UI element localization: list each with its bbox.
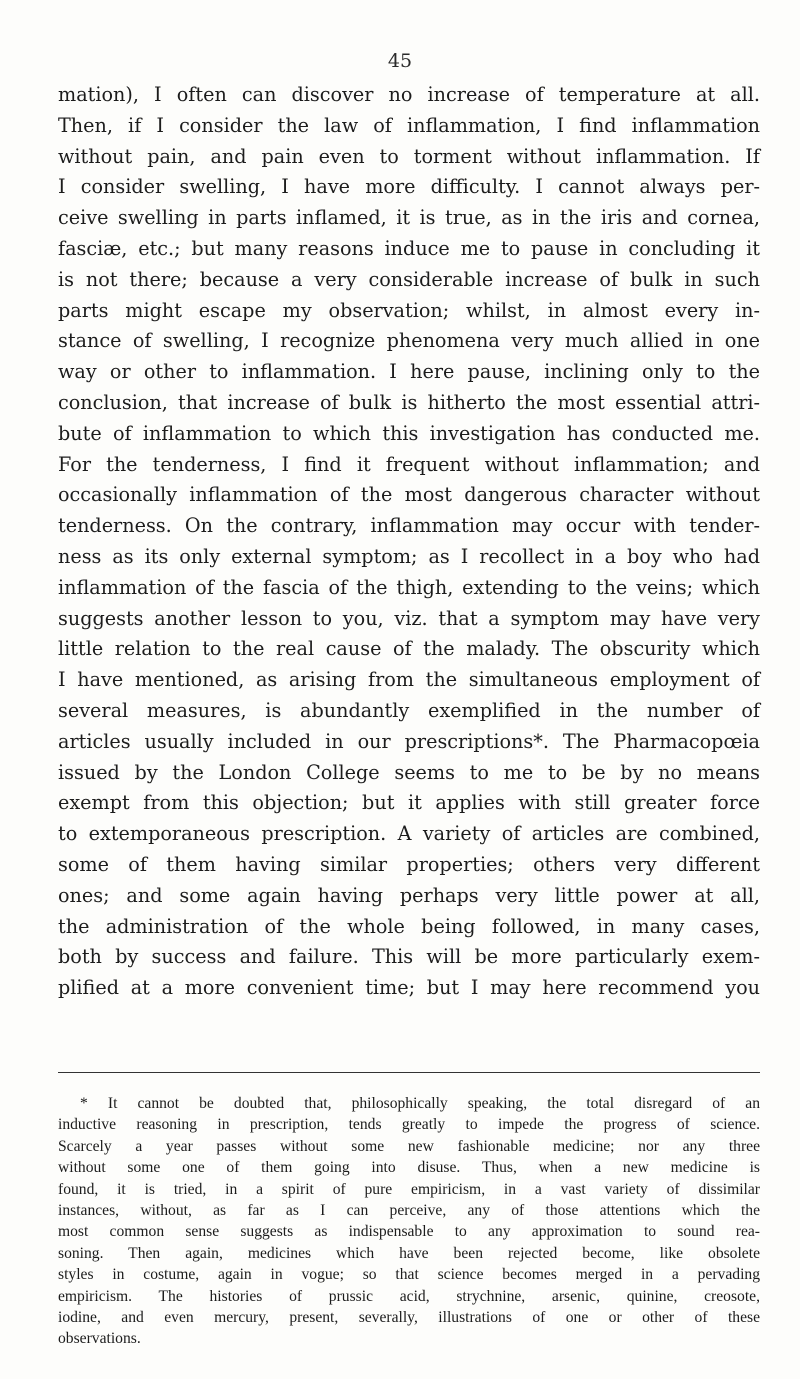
body-line: suggests another lesson to you, viz. that a symptom may have very	[58, 606, 760, 630]
body-line: ceive swelling in parts inflamed, it is true, as in the iris and cornea,	[58, 206, 760, 230]
body-line: without pain, and pain even to torment without inflammation. If	[58, 144, 760, 168]
body-line: several measures, is abundantly exemplified in the number of	[58, 698, 760, 722]
body-line: fasciæ, etc.; but many reasons induce me to pause in concluding it	[58, 236, 760, 260]
footnote-line: most common sense suggests as indispensable to any approximation to sound rea-	[58, 1223, 760, 1241]
footnote-line: iodine, and even mercury, present, severally, illustrations of one or other of these	[58, 1309, 760, 1327]
footnote-divider	[58, 1072, 760, 1073]
footnote-line: soning. Then again, medicines which have been rejected become, like obsolete	[58, 1244, 760, 1262]
body-text	[58, 80, 760, 1004]
footnote-line: found, it is tried, in a spirit of pure empiricism, in a vast variety of dissimilar	[58, 1180, 760, 1198]
body-line: issued by the London College seems to me to be by no means	[58, 760, 760, 784]
page-number: 45	[387, 50, 413, 72]
body-line: is not there; because a very considerable increase of bulk in such	[58, 267, 760, 291]
body-line: stance of swelling, I recognize phenomena very much allied in one	[58, 329, 760, 353]
footnote-line: Scarcely a year passes without some new fashionable medicine; nor any three	[58, 1137, 760, 1155]
footnote-line: empiricism. The histories of prussic acid, strychnine, arsenic, quinine, creosote,	[58, 1287, 760, 1305]
body-line: Then, if I consider the law of inflammation, I find inflammation	[58, 113, 760, 137]
body-line: ones; and some again having perhaps very little power at all,	[58, 883, 760, 907]
body-line: I have mentioned, as arising from the simultaneous employment of	[58, 668, 760, 692]
body-line: I consider swelling, I have more difficulty. I cannot always per-	[58, 175, 760, 199]
body-line: exempt from this objection; but it applies with still greater force	[58, 791, 760, 815]
body-line: bute of inflammation to which this investigation has conducted me.	[58, 421, 760, 445]
body-line: conclusion, that increase of bulk is hitherto the most essential attri-	[58, 390, 760, 414]
body-line: occasionally inflammation of the most dangerous character without	[58, 483, 760, 507]
footnote	[58, 1093, 760, 1350]
footnote-line: instances, without, as far as I can perceive, any of those attentions which the	[58, 1202, 760, 1220]
body-line: the administration of the whole being followed, in many cases,	[58, 914, 760, 938]
footnote-line: * It cannot be doubted that, philosophically speaking, the total disregard of an	[80, 1095, 760, 1112]
footnote-line: inductive reasoning in prescription, tends greatly to impede the progress of science.	[58, 1116, 760, 1134]
footnote-line: without some one of them going into disuse. Thus, when a new medicine is	[58, 1159, 760, 1177]
body-line: both by success and failure. This will be more particularly exem-	[58, 945, 760, 969]
body-line: way or other to inflammation. I here pause, inclining only to the	[58, 360, 760, 384]
body-line: articles usually included in our prescriptions*. The Pharmacopœia	[58, 729, 760, 753]
footnote-line: styles in costume, again in vogue; so that science becomes merged in a pervading	[58, 1266, 760, 1284]
body-line: inflammation of the fascia of the thigh, extending to the veins; which	[58, 575, 760, 599]
body-line: little relation to the real cause of the malady. The obscurity which	[58, 637, 760, 661]
footnote-line: observations.	[58, 1330, 141, 1348]
body-line: parts might escape my observation; whilst, in almost every in-	[58, 298, 760, 322]
body-line: some of them having similar properties; others very different	[58, 852, 760, 876]
body-line: to extemporaneous prescription. A variety of articles are combined,	[58, 822, 760, 846]
body-line: For the tenderness, I find it frequent without inflammation; and	[58, 452, 760, 476]
body-line: mation), I often can discover no increase of temperature at all.	[58, 83, 760, 106]
body-line: ness as its only external symptom; as I recollect in a boy who had	[58, 544, 760, 568]
body-line: tenderness. On the contrary, inflammation may occur with tender-	[58, 514, 760, 538]
body-line: plified at a more convenient time; but I may here recommend you	[58, 976, 760, 1000]
